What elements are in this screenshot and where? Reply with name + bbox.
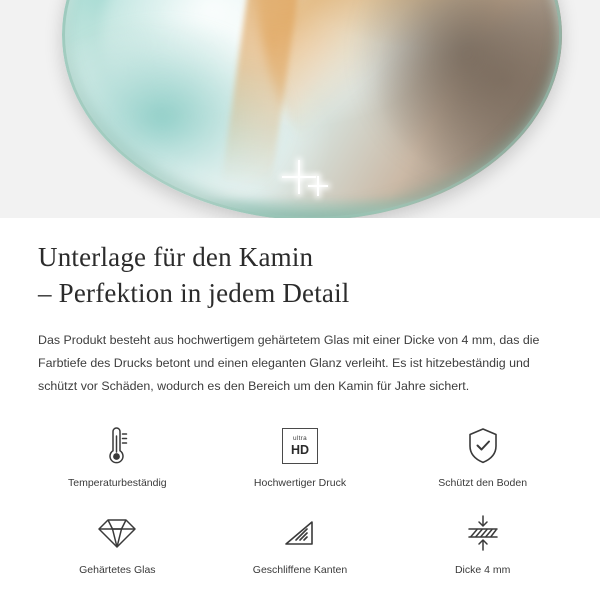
polished-edges-icon [280,511,320,555]
feature-label: Geschliffene Kanten [252,563,348,576]
headline-line-1: Unterlage für den Kamin [38,242,314,272]
feature-label: Temperaturbeständig [68,477,167,490]
ultra-hd-bottom-label: HD [290,442,310,457]
feature-item-tempered-glass [26,511,209,578]
page-title [38,240,562,311]
feature-label: Dicke 4 mm [454,563,511,576]
thermometer-icon [97,424,137,468]
ultra-hd-top-label: ultra [293,435,307,443]
glass-plate-image [62,0,562,218]
headline-line-2: – Perfektion in jedem Detail [38,277,350,308]
thickness-arrows-icon [463,511,503,555]
description-paragraph: Das Produkt besteht aus hochwertigem gehärtetem Glas mit einer Dicke von 4 mm, das die Farbtiefe des Drucks betont und einen eleganten Glanz verleiht. Es ist hitzebeständig und schützt vor Schäden, wodurch es den Bereich um den Kamin für Jahre sichert. [38,333,540,394]
feature-grid [0,424,600,577]
text-content [0,218,600,398]
feature-label: Schützt den Boden [438,477,528,490]
feature-label: Gehärtetes Glas [79,563,156,576]
feature-item-temperature [26,424,209,491]
feature-label: Hochwertiger Druck [253,477,347,490]
feature-item-print-quality [209,424,392,491]
hero-image [0,0,600,218]
feature-item-floor-protection [391,424,574,491]
diamond-icon [96,511,138,555]
ultra-hd-icon [282,424,318,468]
feature-item-polished-edges [209,511,392,578]
feature-item-thickness [391,511,574,578]
shield-check-icon [464,424,502,468]
